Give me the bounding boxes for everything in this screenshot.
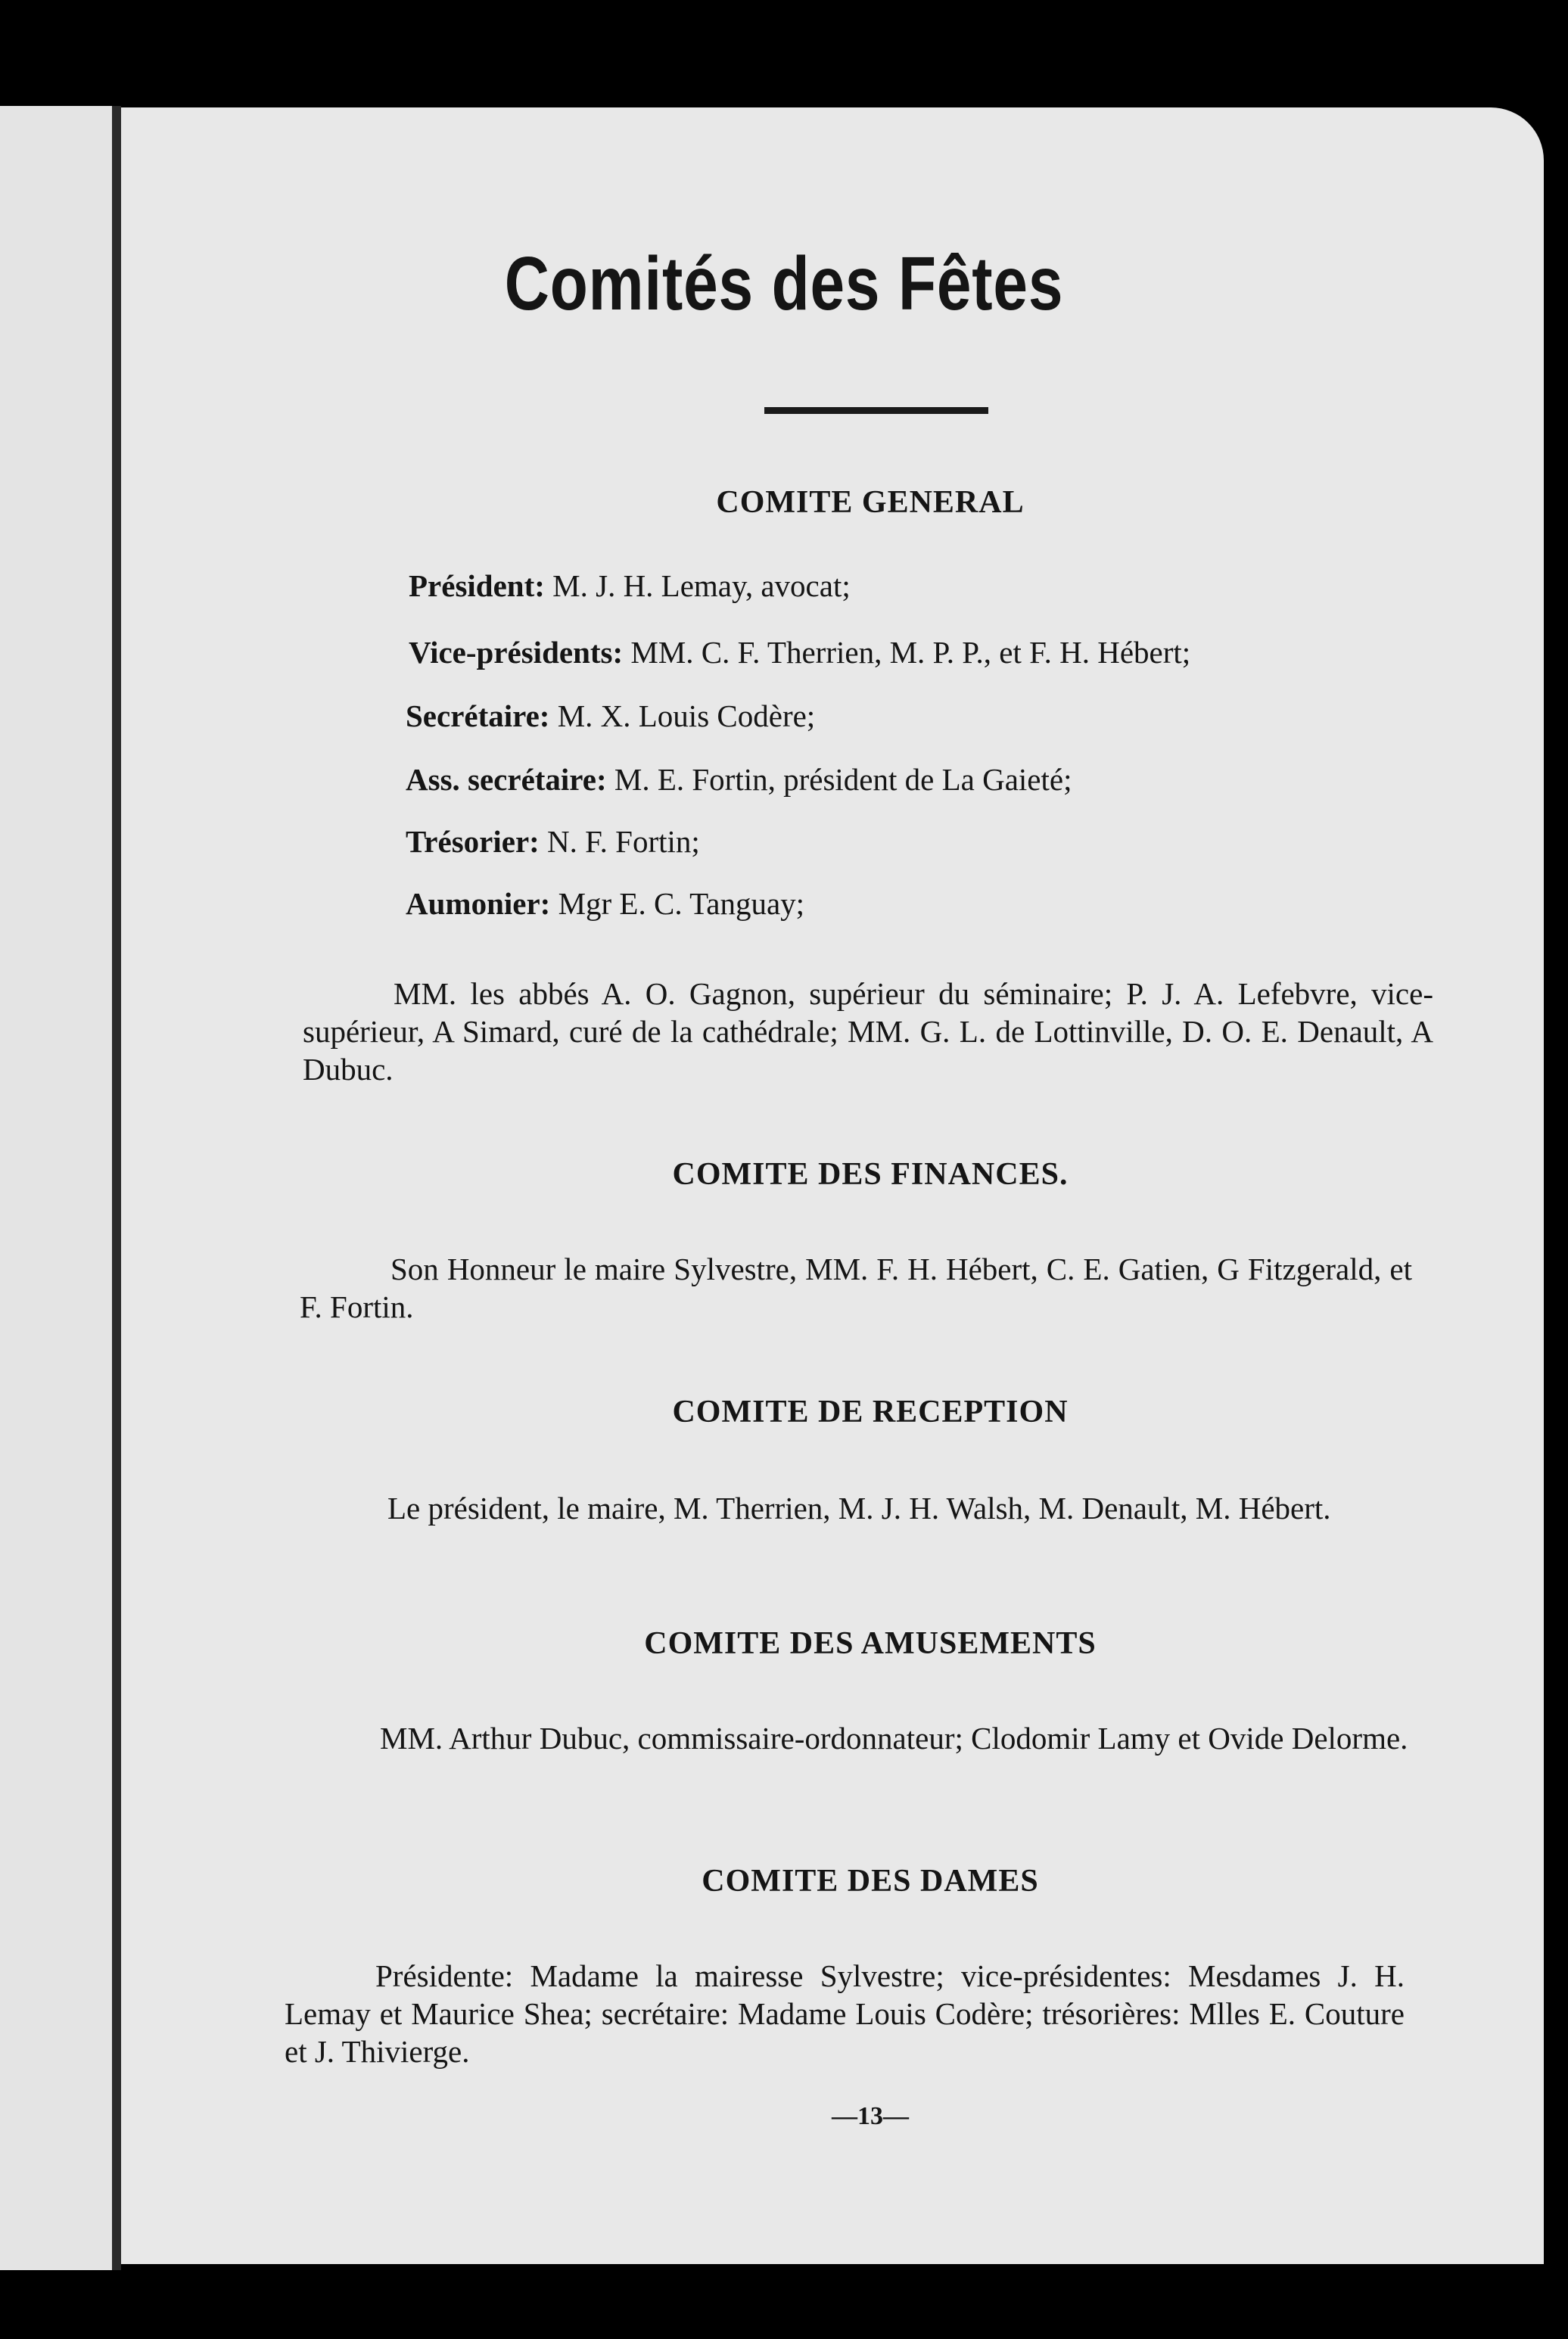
comite-amusements-members: MM. Arthur Dubuc, commissaire-ordonnateur; Clodomir Lamy et Ovide Delorme. [380, 1721, 1408, 1756]
comite-general-members: MM. les abbés A. O. Gagnon, supérieur du séminaire; P. J. A. Lefebvre, vice-supérieur, A Simard, curé de la cathédrale; MM. G. L. de Lottinville, D. O. E. Denault, A Dubuc. [303, 976, 1433, 1087]
officer-text: M. E. Fortin, président de La Gaieté; [614, 762, 1072, 797]
officer-text: Mgr E. C. Tanguay; [558, 886, 805, 921]
officer-line-president [409, 568, 851, 604]
heading-comite-amusements: COMITE DES AMUSEMENTS [644, 1626, 1097, 1661]
officer-role: Ass. secrétaire: [406, 762, 607, 797]
heading-comite-general: COMITE GENERAL [716, 485, 1025, 520]
heading-comite-reception: COMITE DE RECEPTION [672, 1395, 1069, 1429]
officer-line-aumonier [406, 885, 804, 922]
officer-role: Vice-présidents: [409, 635, 624, 670]
officer-role: Président: [409, 568, 545, 603]
officer-line-tresorier [406, 823, 700, 860]
officer-line-ass-secretaire [406, 761, 1072, 798]
title-rule [764, 407, 988, 414]
officer-text: N. F. Fortin; [547, 824, 700, 859]
officer-text: MM. C. F. Therrien, M. P. P., et F. H. Hébert; [630, 635, 1191, 670]
comite-dames-members: Présidente: Madame la mairesse Sylvestre; vice-présidentes: Mesdames J. H. Lemay et Maurice Shea; secrétaire: Madame Louis Codère; trésorières: Mlles E. Couture et J. Thivierge. [285, 1958, 1405, 2069]
officer-text: M. X. Louis Codère; [557, 698, 816, 733]
officer-role: Secrétaire: [406, 698, 550, 733]
heading-comite-finances: COMITE DES FINANCES. [672, 1157, 1069, 1192]
officer-text: M. J. H. Lemay, avocat; [552, 568, 851, 603]
comite-finances-members: Son Honneur le maire Sylvestre, MM. F. H. Hébert, C. E. Gatien, G Fitzgerald, et F. Fortin. [300, 1252, 1412, 1324]
page-number: —13— [832, 2102, 909, 2130]
comite-reception-members: Le président, le maire, M. Therrien, M. J. H. Walsh, M. Denault, M. Hébert. [387, 1491, 1331, 1526]
officer-line-vice-presidents [409, 634, 1190, 670]
page-title: Comités des Fêtes [504, 241, 1064, 326]
heading-comite-dames: COMITE DES DAMES [702, 1864, 1039, 1899]
officer-role: Trésorier: [406, 824, 540, 859]
officer-line-secretaire [406, 698, 815, 734]
officer-role: Aumonier: [406, 886, 551, 921]
